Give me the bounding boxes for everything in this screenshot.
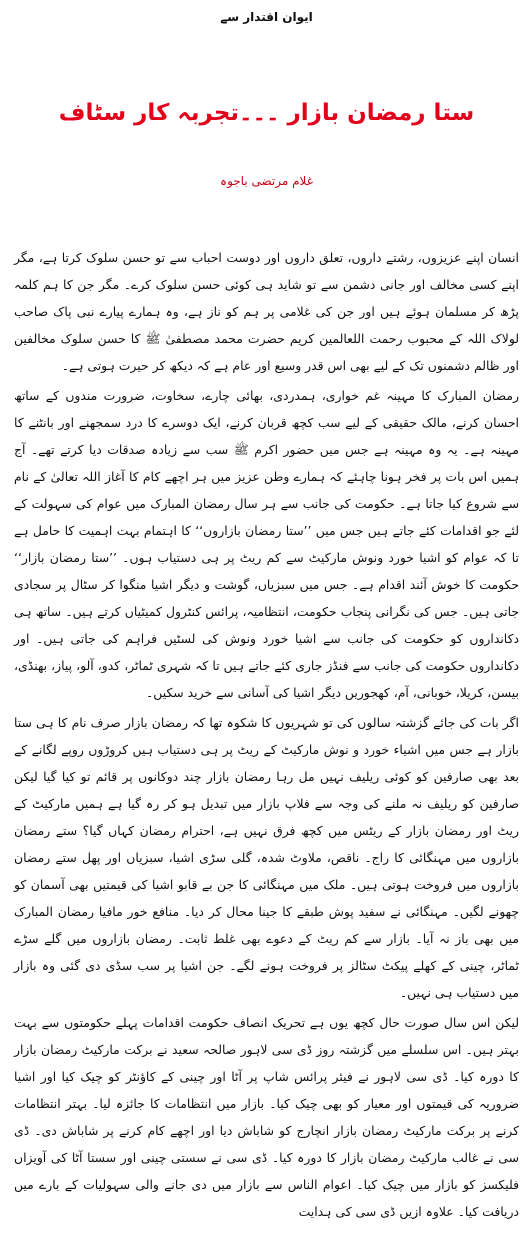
article-paragraph: انسان اپنے عزیزوں، رشتے داروں، تعلق داروں اور دوست احباب سے تو حسن سلوک کرتا ہے، مگر اپنے کسی مخالف اور جانی دشمن سے تو شاید ہی کوئی حسن سلوک کرے۔ مگر جن کا ہم کلمہ پڑھ کر مسلمان ہوئے ہیں اور جن کی غلامی پر ہم کو ناز ہے، وہ ہمارے پیارے نبی پاک صاحب لولاک اللہ کے محبوب رحمت اللعالمین کریم حضرت محمد مصطفیٰ ﷺ کا حسن سلوک مخالفین اور ظالم دشمنوں تک کے لیے بھی اس قدر وسیع اور عام ہے کہ دیکھ کر حیرت ہوتی ہے۔: [14, 250, 519, 373]
article-body: [14, 244, 519, 1225]
author-byline: غلام مرتضی باجوہ: [220, 174, 313, 188]
article-paragraph: لیکن اس سال صورت حال کچھ یوں ہے تحریک انصاف حکومت اقدامات پہلے حکومتوں سے بہت بہتر ہیں۔ اس سلسلے میں گزشتہ روز ڈی سی لاہور صالحہ سعید نے برکت مارکیٹ رمضان بازار کا دورہ کیا۔ ڈی سی لاہور نے فیئر پرائس شاپ پر آٹا اور چینی کے کاؤنٹر کو چیک کیا اور اشیا ضروریہ کی قیمتوں اور معیار کو بھی چیک کیا۔ بازار میں انتظامات کا جائزہ لیا۔ بہتر انتظامات کرنے پر برکت مارکیٹ رمضان بازار انچارج کو شاباش دیا اور اچھے کام کرنے پر شاباش دی۔ ڈی سی نے غالب مارکیٹ رمضان بازار کا دورہ کیا۔ ڈی سی نے سستی چینی اور سستا آٹا کی آویزاں فلیکسز کو بازار میں چیک کیا۔ اعوام الناس سے بازار میں دی جانے والی سہولیات کے بارے میں دریافت کیا۔ علاوہ ازیں ڈی سی کی ہدایت: [14, 1015, 519, 1219]
column-kicker: ایوان اقتدار سے: [220, 10, 313, 24]
article-paragraph: رمضان المبارک کا مہینہ غم خواری، ہمدردی، بھائی چارے، سخاوت، ضرورت مندوں کے ساتھ احسان کرنے، مالک حقیقی کے لیے سب کچھ قربان کرنے، ایک دوسرے کا درد سمجھنے اور بانٹنے کا مہینہ ہے۔ یہ وہ مہینہ ہے جس میں حضور اکرم ﷺ سب سے زیادہ صدقات دیا کرتے تھے۔ آج ہمیں اس بات پر فخر ہونا چاہئے کہ ہمارے وطن عزیز میں ہر اچھے کام کا آغاز اللہ تعالیٰ کے نام سے شروع کیا جاتا ہے۔ حکومت کی جانب سے ہر سال رمضان المبارک میں عوام کی سہولت کے لئے جو اقدامات کئے جاتے ہیں جس میں ’’ستا رمضان بازاروں‘‘ کا اہتمام بہت اہمیت کا حامل ہے تا کہ عوام کو اشیا خورد ونوش مارکیٹ سے کم ریٹ پر ہی دستیاب ہوں۔ ’’ستا رمضان بازار‘‘ حکومت کا خوش آئند اقدام ہے۔ جس میں سبزیاں، گوشت و دیگر اشیا منگوا کر سٹال پر سجادی جاتی ہیں۔ جس کی نگرانی پنجاب حکومت، انتظامیہ، پرائس کنٹرول کمیٹیاں کرتے ہیں۔ ساتھ ہی دکانداروں کو حکومت کی جانب سے اشیا خورد ونوش کی لسٹیں فراہم کی جاتی ہیں۔ اور دکانداروں حکومت کی جانب سے فنڈز جاری کئے جاتے ہیں تا کہ شہری ٹماٹر، کدو، آلو، پیاز، بھنڈی، بیسن، کریلا، خوبانی، آم، کھجوریں دیگر اشیا کی آسانی سے خرید سکیں۔: [14, 388, 519, 700]
article-paragraph: اگر بات کی جائے گزشتہ سالوں کی تو شہریوں کا شکوہ تھا کہ رمضان بازار صرف نام کا ہی ستا بازار ہے جس میں اشیاء خورد و نوش مارکیٹ کے ریٹ پر ہی دستیاب ہیں کروڑوں روپے لگانے کے بعد بھی صارفین کو کوئی ریلیف نہیں مل رہا رمضان بازار چند دوکانوں پر قائم تو کیا گیا لیکن صارفین کو ریلیف نہ ملنے کی وجہ سے فلاپ بازار میں تبدیل ہو کر رہ گیا ہے ہمیں مارکیٹ کے ریٹ اور رمضان بازار کے ریٹس میں کچھ فرق نہیں ہے، احترام رمضان کہاں گیا؟ ستے رمضان بازاروں میں مہنگائی کا راج۔ ناقص، ملاوٹ شدہ، گلی سڑی اشیا، سبزیاں اور پھل ستے رمضان بازاروں میں فروخت ہوتی ہیں۔ ملک میں مہنگائی کا جن بے قابو اشیا کی قیمتیں بھی آسمان کو چھونے لگیں۔ مہنگائی نے سفید پوش طبقے کا جینا محال کر دیا۔ منافع خور مافیا رمضان المبارک میں بھی باز نہ آیا۔ بازار سے کم ریٹ کے دعوے بھی غلط ثابت۔ رمضان بازاروں میں گلے سڑے ٹماٹر، چینی کے کھلے پیکٹ سٹالز پر فروخت ہونے لگے۔ جن اشیا پر سب سڈی دی گئی وہ بازار میں دستیاب ہی نہیں۔: [14, 715, 519, 1000]
article-headline: ستا رمضان بازار ۔۔۔تجربہ کار سٹاف: [58, 100, 475, 126]
